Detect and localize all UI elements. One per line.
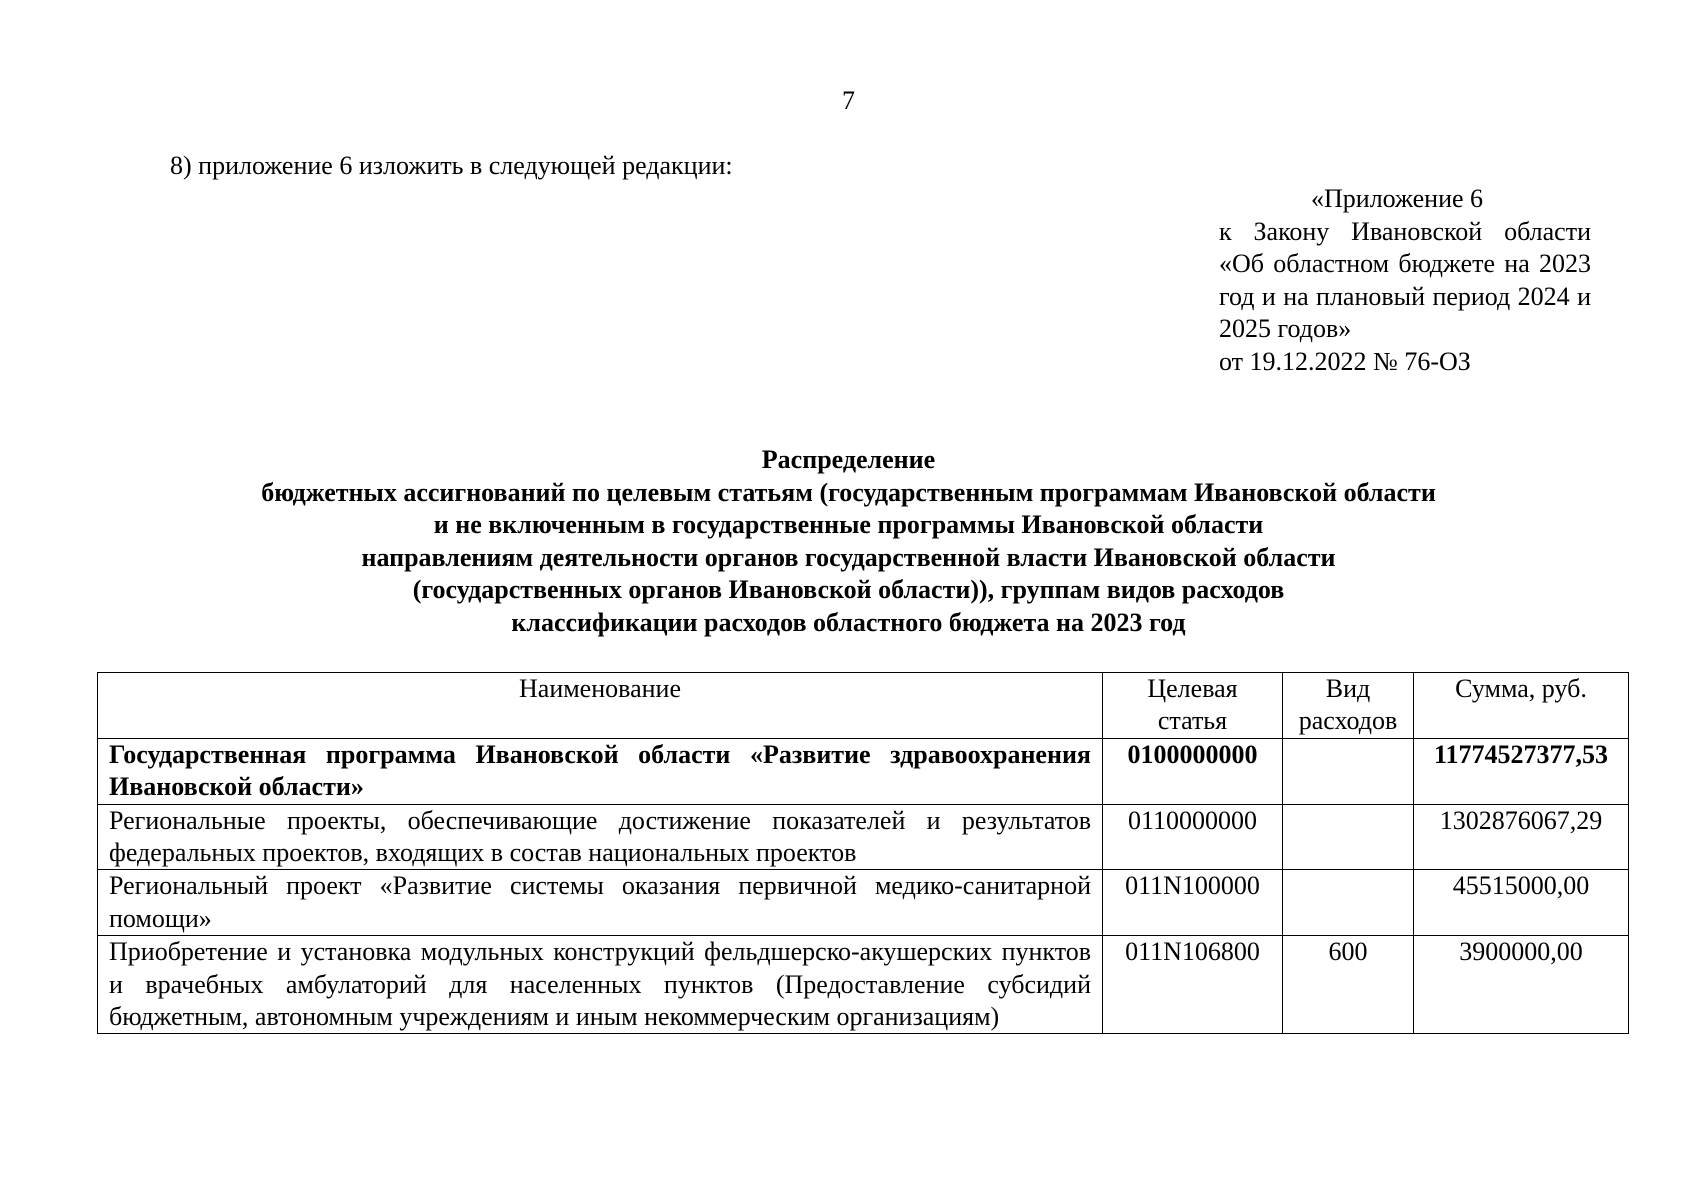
appendix-title: «Приложение 6: [1311, 184, 1484, 213]
row-target-article: 011N100000: [1103, 870, 1283, 936]
title-line-6: классификации расходов областного бюджета на 2023 год: [511, 607, 1186, 637]
header-sum: Сумма, руб.: [1414, 673, 1629, 739]
row-sum: 1302876067,29: [1414, 804, 1629, 870]
row-sum: 45515000,00: [1414, 870, 1629, 936]
header-target-article: Целевая статья: [1103, 673, 1283, 739]
document-title: [0, 444, 1697, 640]
row-expense-type: [1283, 870, 1414, 936]
row-expense-type: [1283, 804, 1414, 870]
intro-text: 8) приложение 6 изложить в следующей редакции:: [170, 151, 733, 180]
row-target-article: 011N106800: [1103, 936, 1283, 1034]
budget-table: [97, 672, 1629, 1034]
title-line-2: бюджетных ассигнований по целевым статьям (государственным программам Ивановской области: [261, 477, 1436, 507]
header-name: Наименование: [98, 673, 1103, 739]
appendix-law-reference: к Закону Ивановской области «Об областном бюджете на 2023 год и на плановый период 2024 и 2025 годов»: [1219, 216, 1591, 343]
row-target-article: 0110000000: [1103, 804, 1283, 870]
title-line-3: и не включенным в государственные программы Ивановской области: [433, 510, 1264, 540]
row-sum: 3900000,00: [1414, 936, 1629, 1034]
title-line-4: направлениям деятельности органов государственной власти Ивановской области: [361, 542, 1336, 572]
row-name: Государственная программа Ивановской области «Развитие здравоохранения Ивановской области»: [98, 738, 1103, 804]
page-number: 7: [842, 86, 855, 115]
appendix-reference: [1219, 183, 1591, 378]
row-expense-type: 600: [1283, 936, 1414, 1034]
header-expense-type: Вид расходов: [1283, 673, 1414, 739]
row-name: Региональный проект «Развитие системы оказания первичной медико-санитарной помощи»: [98, 870, 1103, 936]
table-row: [98, 804, 1629, 870]
row-name: Региональные проекты, обеспечивающие достижение показателей и результатов федеральных проектов, входящих в состав национальных проектов: [98, 804, 1103, 870]
title-line-1: Распределение: [761, 445, 936, 474]
table-row: [98, 738, 1629, 804]
appendix-date: от 19.12.2022 № 76-ОЗ: [1219, 346, 1471, 376]
table-row: [98, 936, 1629, 1034]
title-line-5: (государственных органов Ивановской области)), группам видов расходов: [412, 575, 1285, 605]
row-expense-type: [1283, 738, 1414, 804]
row-target-article: 0100000000: [1103, 738, 1283, 804]
row-sum: 11774527377,53: [1414, 738, 1629, 804]
table-row: [98, 870, 1629, 936]
table-header-row: [98, 673, 1629, 739]
row-name: Приобретение и установка модульных конструкций фельдшерско-акушерских пунктов и врачебных амбулаторий для населенных пунктов (Предоставление субсидий бюджетным, автономным учреждениям и иным некоммерческим организациям): [98, 936, 1103, 1034]
